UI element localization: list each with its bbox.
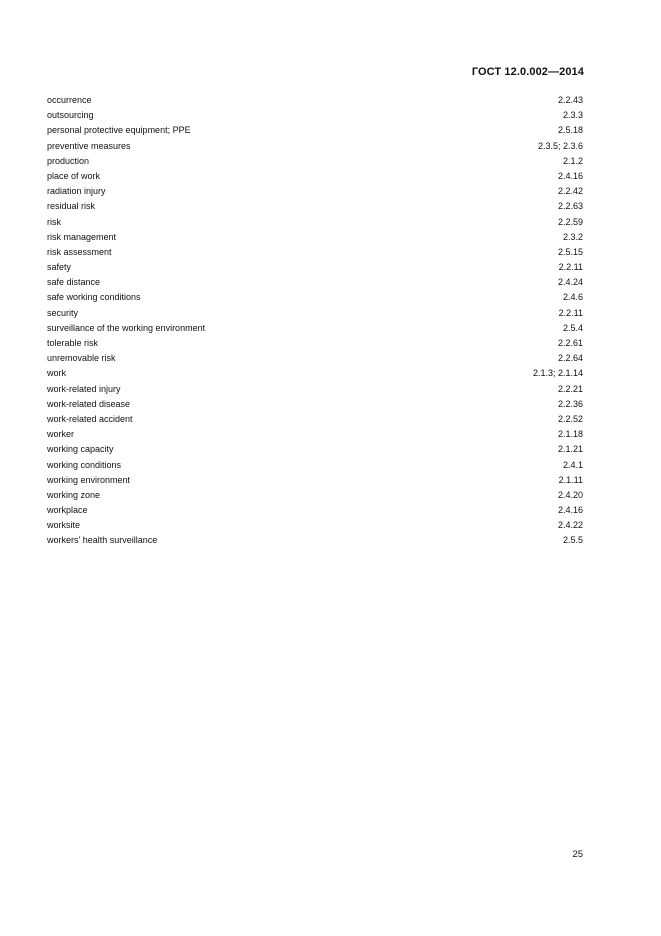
index-entry <box>47 306 583 321</box>
index-entry <box>47 351 583 366</box>
index-reference: 2.2.36 <box>557 398 583 409</box>
index-term: preventive measures <box>47 140 131 151</box>
index-entry <box>47 260 583 275</box>
index-entry <box>47 473 583 488</box>
index-entry <box>47 199 583 214</box>
index-term: occurrence <box>47 95 92 105</box>
index-term: working conditions <box>47 459 122 470</box>
index-reference: 2.4.16 <box>557 505 583 516</box>
index-term: worksite <box>47 520 81 531</box>
index-term: worker <box>47 429 75 440</box>
index-entry <box>47 412 583 427</box>
index-entry <box>47 336 583 351</box>
index-reference: 2.2.61 <box>557 338 583 348</box>
index-term: risk assessment <box>47 246 112 257</box>
index-entry <box>47 427 583 442</box>
index-reference: 2.4.24 <box>557 277 583 288</box>
index-term: safety <box>47 262 72 273</box>
index-term: personal protective equipment; PPE <box>47 125 191 136</box>
index-reference: 2.2.11 <box>558 307 583 318</box>
index-entry <box>47 321 583 336</box>
index-reference: 2.2.63 <box>557 201 583 212</box>
index-term: unremovable risk <box>47 353 116 364</box>
alphabetical-index-list <box>47 93 583 549</box>
index-reference: 2.5.18 <box>557 125 583 136</box>
index-entry <box>47 184 583 199</box>
index-entry <box>47 169 583 184</box>
index-entry <box>47 230 583 245</box>
index-term: residual risk <box>47 201 96 212</box>
document-header: ГОСТ 12.0.002—2014 <box>471 66 584 78</box>
index-reference: 2.4.16 <box>557 170 583 181</box>
index-term: workers' health surveillance <box>47 535 158 546</box>
index-entry <box>47 397 583 412</box>
index-term: working zone <box>47 489 101 500</box>
index-term: production <box>47 155 90 166</box>
index-term: safe working conditions <box>47 292 141 303</box>
index-term: working capacity <box>47 444 114 455</box>
index-reference: 2.2.52 <box>557 413 583 424</box>
index-reference: 2.3.3 <box>562 110 583 121</box>
index-entry <box>47 366 583 381</box>
index-reference: 2.3.5; 2.3.6 <box>537 140 583 151</box>
index-entry <box>47 215 583 230</box>
index-term: workplace <box>47 505 88 516</box>
index-entry <box>47 518 583 533</box>
index-term: outsourcing <box>47 110 94 121</box>
index-entry <box>47 382 583 397</box>
index-reference: 2.5.15 <box>557 246 583 257</box>
index-reference: 2.4.20 <box>557 489 583 500</box>
index-entry <box>47 93 583 108</box>
index-reference: 2.2.11 <box>558 262 583 273</box>
index-term: radiation injury <box>47 186 106 197</box>
index-term: surveillance of the working environment <box>47 322 206 333</box>
index-entry <box>47 442 583 457</box>
index-term: work-related accident <box>47 413 133 424</box>
index-term: work-related disease <box>47 398 131 409</box>
index-reference: 2.1.3; 2.1.14 <box>532 368 583 379</box>
index-reference: 2.1.11 <box>558 474 583 485</box>
index-reference: 2.4.22 <box>557 520 583 531</box>
index-reference: 2.1.21 <box>557 444 583 455</box>
index-entry <box>47 290 583 305</box>
index-entry <box>47 245 583 260</box>
index-term: risk management <box>47 231 117 242</box>
index-reference: 2.5.4 <box>562 322 583 333</box>
index-term: work <box>47 368 67 379</box>
index-term: safe distance <box>47 277 101 288</box>
index-reference: 2.4.6 <box>562 292 583 303</box>
index-entry <box>47 503 583 518</box>
index-entry <box>47 154 583 169</box>
index-reference: 2.2.21 <box>557 383 583 394</box>
index-entry <box>47 488 583 503</box>
index-term: security <box>47 307 79 318</box>
index-entry <box>47 123 583 138</box>
page-number: 25 <box>572 849 583 860</box>
index-term: risk <box>47 216 61 227</box>
index-term: place of work <box>47 170 101 181</box>
index-reference: 2.2.59 <box>557 216 583 227</box>
index-reference: 2.1.2 <box>562 155 583 166</box>
index-term: work-related injury <box>47 383 121 394</box>
index-entry <box>47 458 583 473</box>
index-reference: 2.3.2 <box>562 231 583 242</box>
index-term: tolerable risk <box>47 338 99 348</box>
index-term: working environment <box>47 474 131 485</box>
index-reference: 2.5.5 <box>562 535 583 546</box>
index-entry <box>47 139 583 154</box>
index-entry <box>47 533 583 548</box>
index-reference: 2.4.1 <box>562 459 583 470</box>
index-entry <box>47 108 583 123</box>
index-reference: 2.1.18 <box>557 429 583 440</box>
index-reference: 2.2.64 <box>557 353 583 364</box>
index-reference: 2.2.42 <box>557 186 583 197</box>
index-reference: 2.2.43 <box>557 95 583 105</box>
index-entry <box>47 275 583 290</box>
